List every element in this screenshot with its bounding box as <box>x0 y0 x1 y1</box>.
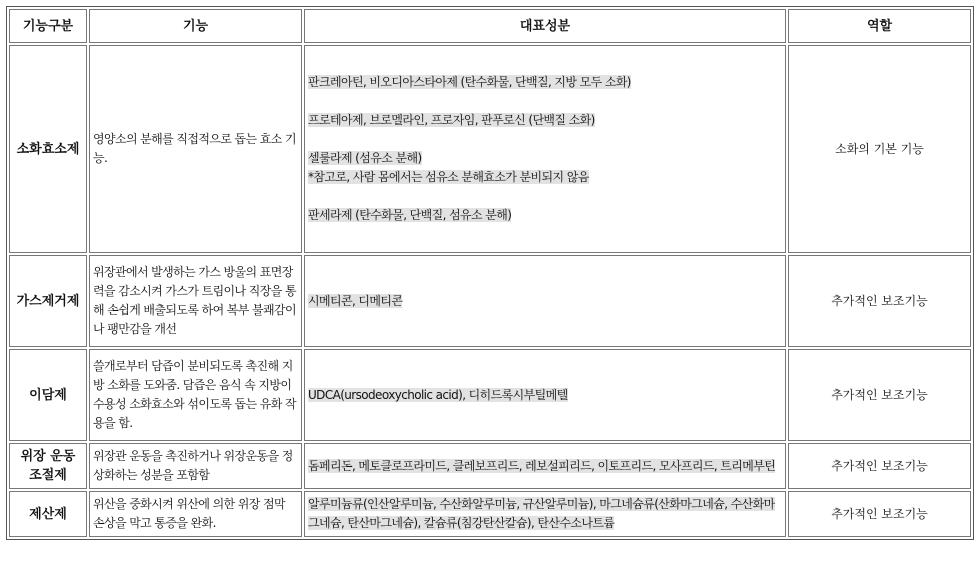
row-function: 위산을 중화시켜 위산에 의한 위장 점막 손상을 막고 통증을 완화. <box>89 491 302 537</box>
header-row <box>9 9 971 43</box>
ingredient-table <box>6 6 974 540</box>
row-category: 위장 운동 조절제 <box>9 443 87 489</box>
header-function: 기능 <box>89 9 302 43</box>
row-category: 가스제거제 <box>9 255 87 347</box>
table-row <box>9 255 971 347</box>
row-category: 소화효소제 <box>9 45 87 253</box>
row-category: 제산제 <box>9 491 87 537</box>
row-role: 소화의 기본 기능 <box>788 45 971 253</box>
component-gap <box>308 187 782 206</box>
row-function: 쓸개로부터 담즙이 분비되도록 촉진해 지방 소화를 도와줌. 담즙은 음식 속 지방이 수용성 소화효소와 섞이도록 돕는 유화 작용을 함. <box>89 349 302 441</box>
row-role: 추가적인 보조기능 <box>788 491 971 537</box>
header-role: 역할 <box>788 9 971 43</box>
component-line: 셀룰라제 (섬유소 분해) <box>308 151 422 165</box>
header-components: 대표성분 <box>304 9 786 43</box>
row-function: 위장관 운동을 촉진하거나 위장운동을 정상화하는 성분을 포함함 <box>89 443 302 489</box>
table-row <box>9 491 971 537</box>
row-function: 영양소의 분해를 직접적으로 돕는 효소 기능. <box>89 45 302 253</box>
table-row <box>9 349 971 441</box>
row-components <box>304 491 786 537</box>
component-gap <box>308 130 782 149</box>
table-row <box>9 45 971 253</box>
component-line: 돔페리돈, 메토클로프라미드, 클레보프리드, 레보설피리드, 이토프리드, 모사프리드, 트리메부틴 <box>308 458 776 473</box>
component-line: 판세라제 (탄수화물, 단백질, 섬유소 분해) <box>308 208 512 222</box>
row-role: 추가적인 보조기능 <box>788 443 971 489</box>
row-components <box>304 443 786 489</box>
row-components <box>304 255 786 347</box>
component-line: 프로테아제, 브로멜라인, 프로자임, 판푸로신 (단백질 소화) <box>308 113 595 127</box>
component-line: 시메티콘, 디메티콘 <box>308 293 403 308</box>
component-line: *참고로, 사람 몸에서는 섬유소 분해효소가 분비되지 않음 <box>308 170 589 184</box>
component-line: 알루미늄류(인산알루미늄, 수산화알루미늄, 규산알루미늄), 마그네슘류(산화마그네슘, 수산화마그네슘, 탄산마그네슘), 칼슘류(침강탄산칼슘), 탄산수소나트륨 <box>308 497 775 530</box>
row-components <box>304 349 786 441</box>
table-row <box>9 443 971 489</box>
component-line: 판크레아틴, 비오디아스타아제 (탄수화물, 단백질, 지방 모두 소화) <box>308 75 631 89</box>
row-role: 추가적인 보조기능 <box>788 255 971 347</box>
row-role: 추가적인 보조기능 <box>788 349 971 441</box>
row-components <box>304 45 786 253</box>
row-category: 이담제 <box>9 349 87 441</box>
header-category: 기능구분 <box>9 9 87 43</box>
component-gap <box>308 92 782 111</box>
component-line: UDCA(ursodeoxycholic acid), 디히드록시부틸메텔 <box>308 387 568 402</box>
row-function: 위장관에서 발생하는 가스 방울의 표면장력을 감소시켜 가스가 트림이나 직장을 통해 손쉽게 배출되도록 하여 복부 불쾌감이나 팽만감을 개선 <box>89 255 302 347</box>
